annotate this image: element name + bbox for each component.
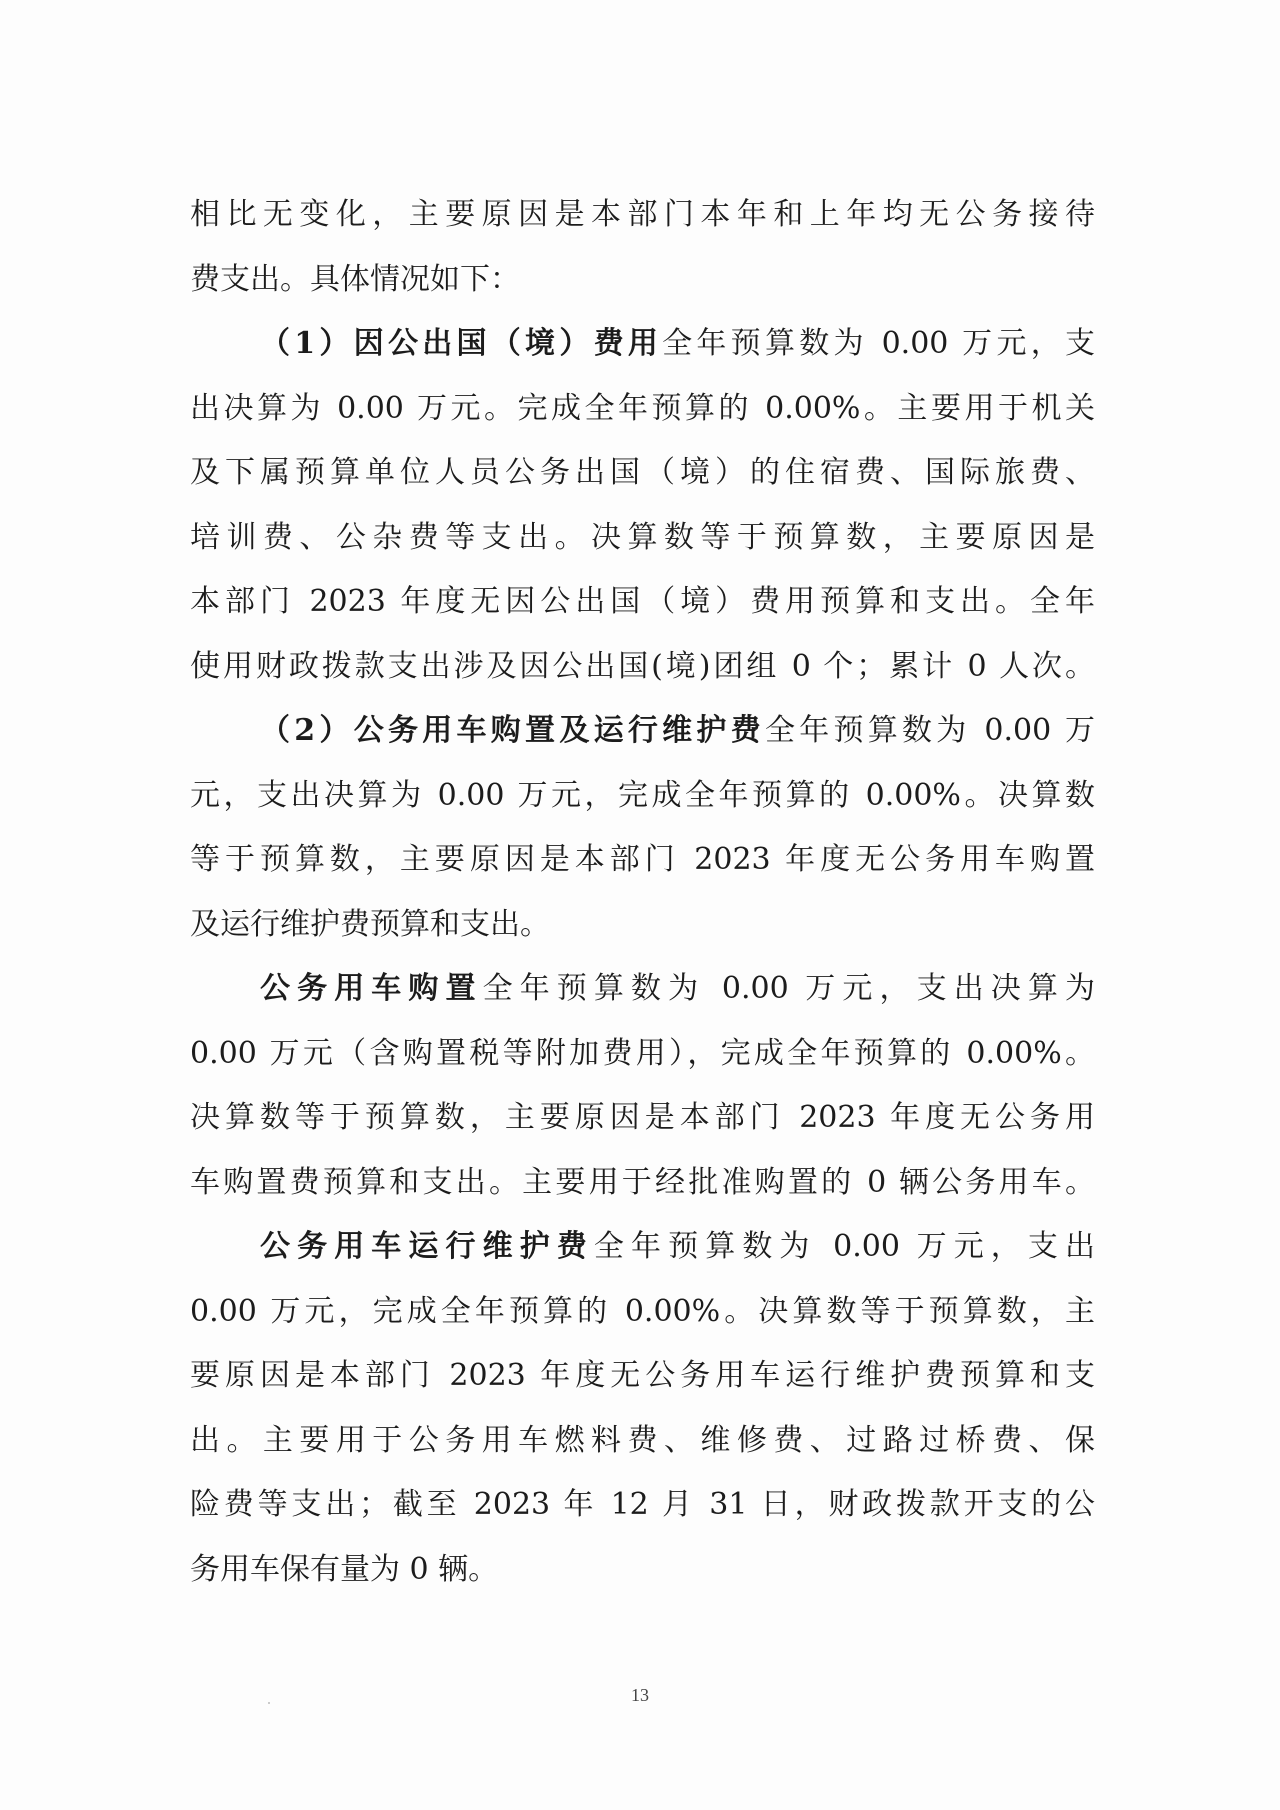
text-line: 0.00 万元（含购置税等附加费用），完成全年预算的 0.00%。	[190, 1035, 1095, 1071]
text-line: 使用财政拨款支出涉及因公出国(境)团组 0 个；累计 0 人次。	[190, 648, 1095, 684]
paragraph-overseas-travel	[190, 312, 1095, 699]
text-line	[190, 699, 1095, 764]
section-heading: （1）因公出国（境）费用	[260, 326, 663, 361]
text-line: 要原因是本部门 2023 年度无公务用车运行维护费预算和支	[190, 1358, 1095, 1393]
text-line	[190, 312, 1095, 377]
section-heading: （2）公务用车购置及运行维护费	[260, 713, 765, 748]
text-line	[190, 957, 1095, 1022]
text-line: 务用车保有量为 0 辆。	[190, 1551, 499, 1587]
text-run: 全年预算数为 0.00 万元，支出	[593, 1229, 1096, 1264]
paragraph-vehicle-purchase	[190, 957, 1095, 1215]
text-line: 0.00 万元，完成全年预算的 0.00%。决算数等于预算数，主	[190, 1293, 1095, 1329]
text-line	[190, 1215, 1095, 1280]
document-body	[190, 183, 1095, 1602]
text-line: 车购置费预算和支出。主要用于经批准购置的 0 辆公务用车。	[190, 1164, 1095, 1200]
text-line: 出决算为 0.00 万元。完成全年预算的 0.00%。主要用于机关	[190, 390, 1095, 426]
text-line: 本部门 2023 年度无因公出国（境）费用预算和支出。全年	[190, 584, 1095, 619]
text-run: 全年预算数为 0.00 万元，支	[662, 326, 1095, 361]
text-run: 全年预算数为 0.00 万	[764, 713, 1095, 748]
section-heading: 公务用车运行维护费	[260, 1229, 594, 1264]
text-line: 等于预算数，主要原因是本部门 2023 年度无公务用车购置	[190, 842, 1095, 877]
text-line: 决算数等于预算数，主要原因是本部门 2023 年度无公务用	[190, 1100, 1095, 1135]
text-line: 出。主要用于公务用车燃料费、维修费、过路过桥费、保	[190, 1422, 1095, 1458]
page-number: 13	[631, 1685, 649, 1705]
paragraph-intro	[190, 183, 1095, 312]
text-line: 元，支出决算为 0.00 万元，完成全年预算的 0.00%。决算数	[190, 777, 1095, 813]
paragraph-vehicle-maintenance	[190, 1215, 1095, 1602]
paragraph-vehicle-purchase-and-maintenance	[190, 699, 1095, 957]
section-heading: 公务用车购置	[260, 971, 483, 1006]
text-line: 相比无变化，主要原因是本部门本年和上年均无公务接待	[190, 197, 1095, 232]
text-line: 培训费、公杂费等支出。决算数等于预算数，主要原因是	[190, 519, 1095, 555]
text-line: 险费等支出；截至 2023 年 12 月 31 日，财政拨款开支的公	[190, 1487, 1095, 1522]
text-line: 费支出。具体情况如下：	[190, 261, 520, 297]
text-line: 及运行维护费预算和支出。	[190, 906, 550, 942]
text-run: 全年预算数为 0.00 万元，支出决算为	[482, 971, 1095, 1006]
text-line: 及下属预算单位人员公务出国（境）的住宿费、国际旅费、	[190, 455, 1095, 490]
